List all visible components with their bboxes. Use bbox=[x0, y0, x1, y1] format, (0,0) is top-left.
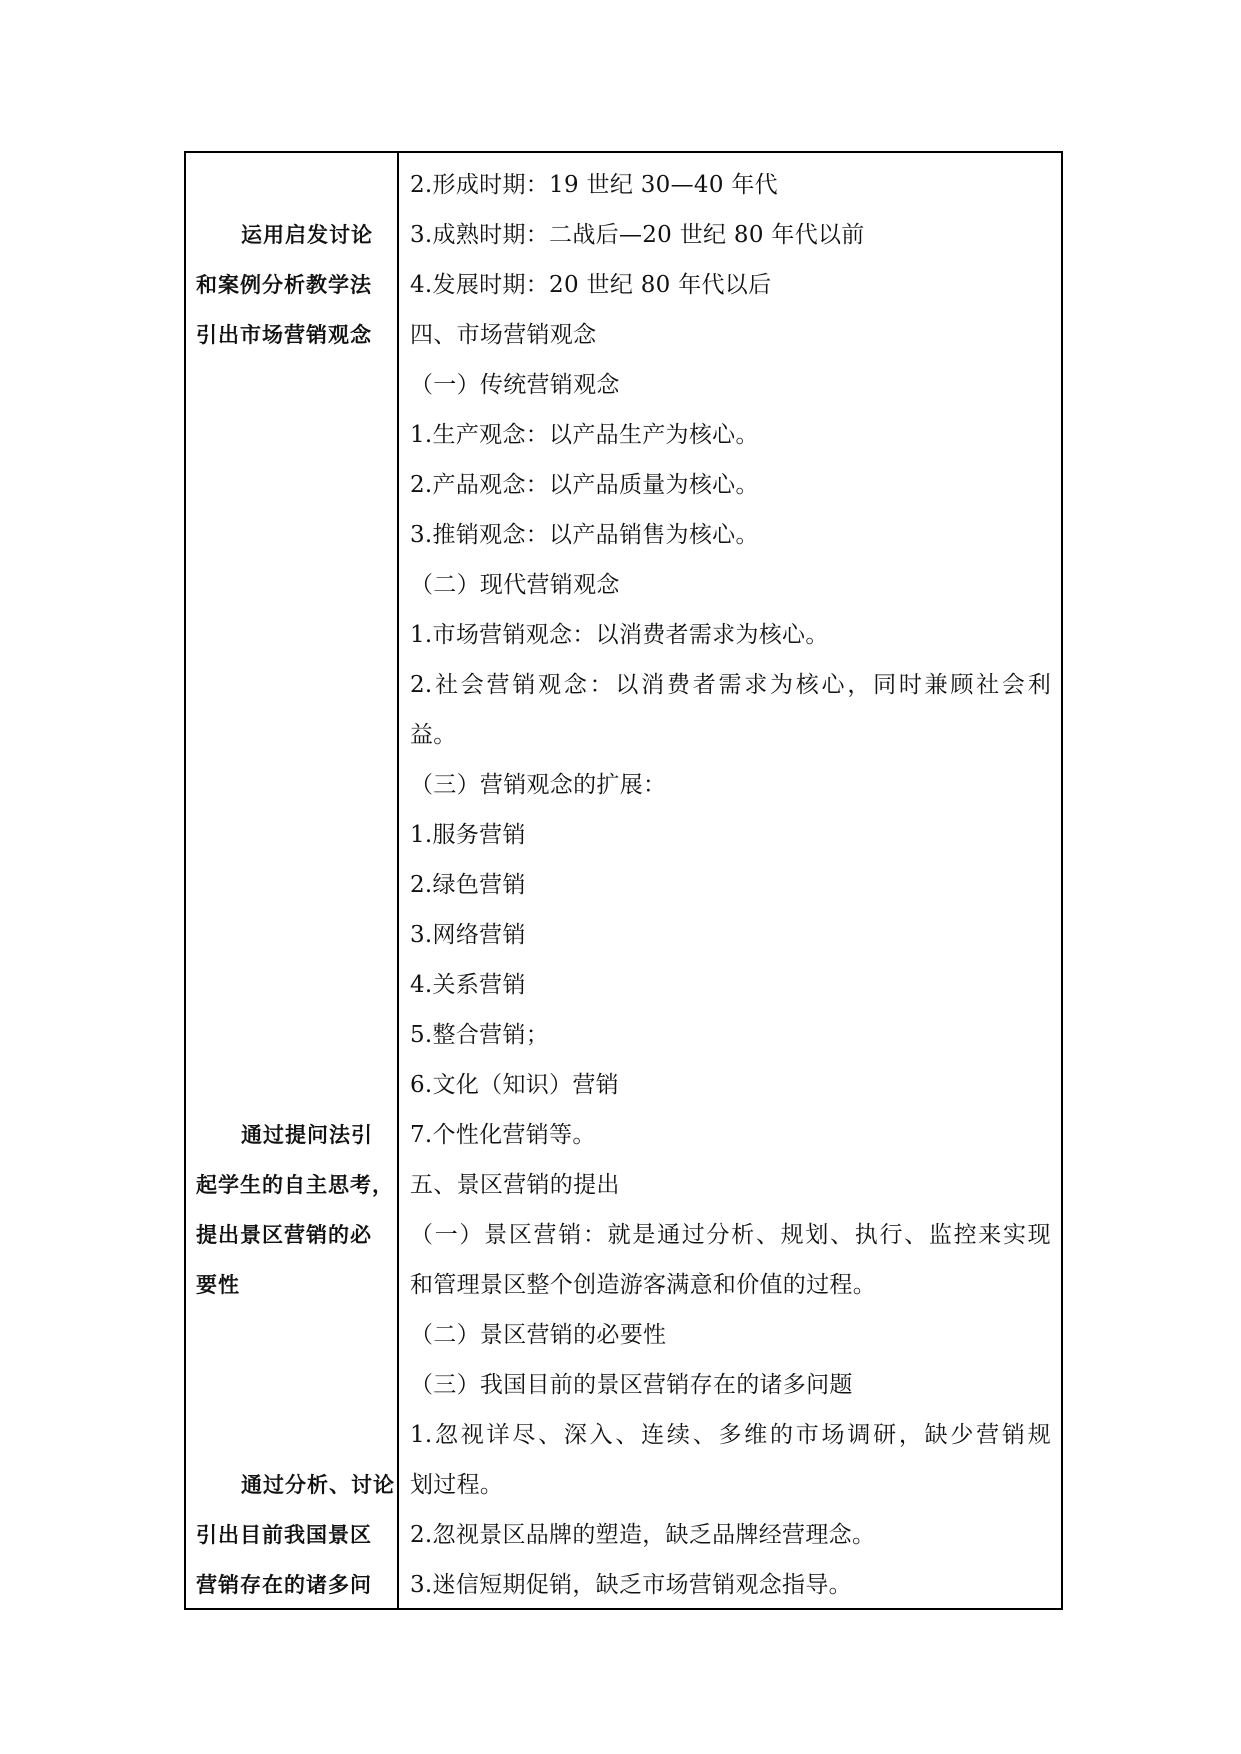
content-line: 划过程。 bbox=[410, 1472, 504, 1498]
content-line: 1.生产观念：以产品生产为核心。 bbox=[410, 422, 759, 448]
content-line: 1.服务营销 bbox=[410, 822, 526, 848]
content-line: 3.推销观念：以产品销售为核心。 bbox=[410, 522, 759, 548]
section-heading: 五、景区营销的提出 bbox=[410, 1172, 620, 1198]
content-line: 3.网络营销 bbox=[410, 922, 526, 948]
subsection-heading: （三）营销观念的扩展： bbox=[410, 772, 667, 798]
content-line: 和管理景区整个创造游客满意和价值的过程。 bbox=[410, 1272, 876, 1298]
content-line: 1.市场营销观念：以消费者需求为核心。 bbox=[410, 622, 829, 648]
subsection-heading: （二）景区营销的必要性 bbox=[410, 1322, 667, 1348]
method-note-line: 营销存在的诸多问 bbox=[196, 1573, 372, 1597]
content-line: 2.形成时期：19 世纪 30—40 年代 bbox=[410, 172, 778, 198]
content-line: 2.社会营销观念：以消费者需求为核心，同时兼顾社会利 bbox=[410, 672, 1051, 698]
content-line: （一）景区营销：就是通过分析、规划、执行、监控来实现 bbox=[410, 1222, 1051, 1248]
content-line: 3.成熟时期：二战后—20 世纪 80 年代以前 bbox=[410, 222, 865, 248]
content-line: 7.个性化营销等。 bbox=[410, 1122, 596, 1148]
method-note-line: 和案例分析教学法 bbox=[196, 273, 372, 297]
subsection-heading: （二）现代营销观念 bbox=[410, 572, 620, 598]
content-line: 6.文化（知识）营销 bbox=[410, 1072, 619, 1098]
method-note-line: 提出景区营销的必 bbox=[196, 1223, 372, 1247]
column-divider bbox=[397, 151, 399, 1610]
content-line: 1.忽视详尽、深入、连续、多维的市场调研，缺少营销规 bbox=[410, 1422, 1051, 1448]
subsection-heading: （一）传统营销观念 bbox=[410, 372, 620, 398]
content-line: 2.忽视景区品牌的塑造，缺乏品牌经营理念。 bbox=[410, 1522, 876, 1548]
section-heading: 四、市场营销观念 bbox=[410, 322, 597, 348]
content-line: 4.发展时期：20 世纪 80 年代以后 bbox=[410, 272, 772, 298]
content-line: 4.关系营销 bbox=[410, 972, 526, 998]
content-line: 2.产品观念：以产品质量为核心。 bbox=[410, 472, 759, 498]
subsection-heading: （三）我国目前的景区营销存在的诸多问题 bbox=[410, 1372, 853, 1398]
method-note-line: 通过提问法引 bbox=[241, 1123, 373, 1147]
content-line: 3.迷信短期促销，缺乏市场营销观念指导。 bbox=[410, 1572, 852, 1598]
content-line: 5.整合营销； bbox=[410, 1022, 550, 1048]
content-line: 益。 bbox=[410, 722, 457, 748]
method-note-line: 要性 bbox=[196, 1273, 240, 1297]
method-note-line: 引出目前我国景区 bbox=[196, 1523, 372, 1547]
content-line: 2.绿色营销 bbox=[410, 872, 526, 898]
method-note-line: 引出市场营销观念 bbox=[196, 323, 372, 347]
method-note-line: 起学生的自主思考， bbox=[196, 1173, 394, 1197]
method-note-line: 运用启发讨论 bbox=[241, 223, 373, 247]
method-note-line: 通过分析、讨论 bbox=[241, 1473, 395, 1497]
